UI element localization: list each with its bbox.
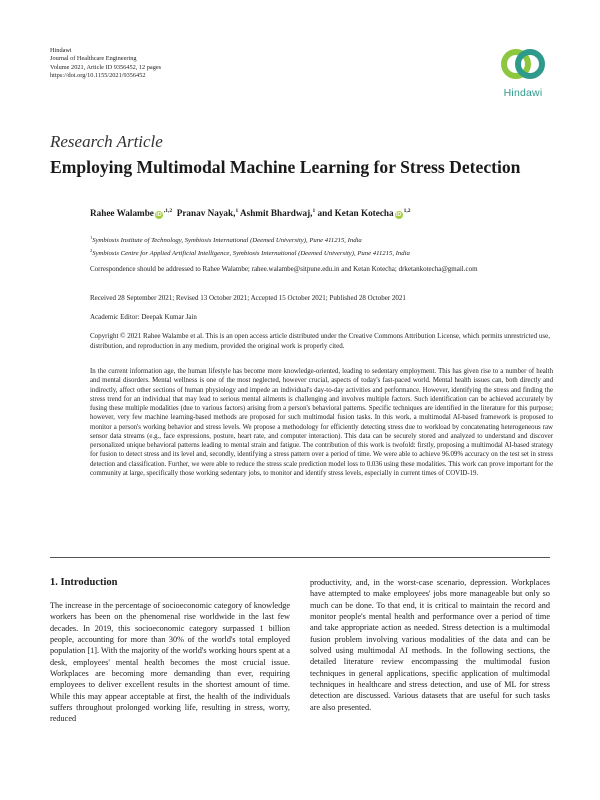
- body-paragraph: The increase in the percentage of socioeconomic category of knowledge workers has been on the phenomenal rise worldwide in the last few decades. In 2019, this socioeconomic category surpassed 1 billion people, accounting for more than 30% of the world's total employed population [1]. With the majority of the world's working hours spent at a desk, employees' mental health becomes the most crucial issue. Workplaces are becoming more demanding than ever, requiring employees to deliver excellent results in the shortest amount of time. While this may appear acceptable at first, the health of the individuals suffers throughout prolonged working life, resulting in stress, worry, reduced: [50, 601, 290, 724]
- author-affil-sup: 1,2: [403, 208, 411, 214]
- hindawi-logo-text: Hindawi: [503, 87, 543, 99]
- correspondence: Correspondence should be addressed to Rahee Walambe; rahee.walambe@sitpune.edu.in and Ketan Kotecha; drketankotecha@gmail.com: [90, 265, 478, 273]
- author-name: Pranav Nayak,: [176, 208, 236, 219]
- doi-link[interactable]: https://doi.org/10.1155/2021/9356452: [50, 72, 146, 80]
- publication-dates: Received 28 September 2021; Revised 13 October 2021; Accepted 15 October 2021; Published 28 October 2021: [90, 294, 406, 302]
- affiliations: [90, 233, 410, 259]
- affiliation-item: $^2$Symbiosis Centre for Applied Artificial Intelligence, Symbiosis International (Deemed University), Pune 411215, India: [90, 248, 410, 258]
- author-list: Rahee Walambe $iD^{,1,2}$ Pranav Nayak,$^1$ Ashmit Bhardwaj,$^1$ and Ketan Kotecha iD$^{1,2}$: [90, 208, 411, 219]
- abstract: In the current information age, the human lifestyle has become more knowledge-oriented, leading to sedentary employment. This has given rise to a number of health and mental disorders. Mental wellness is one of the most neglected, however crucial, aspects of today's fast-paced world. Mental health issues can, both directly and indirectly, affect other sections of human physiology and impede an individual's day-to-day activities and performance. However, identifying the stress and finding the stress trend for an individual that may lead to serious mental ailments is challenging and involves multiple factors. Such identification can be achieved accurately by fusing these multiple modalities (due to various factors) arising from a person's behavioral patterns. Specific techniques are identified in the literature for this purpose; however, very few machine learning-based methods are proposed for such multimodal fusion tasks. In this work, a multimodal AI-based framework is proposed to monitor a person's working behavior and stress levels. We propose a methodology for efficiently detecting stress due to workload by concatenating heterogeneous raw sensor data streams (e.g., face expressions, posture, heart rate, and computer interaction). This data can be securely stored and analyzed to understand and discover personalized unique behavioral patterns leading to mental strain and fatigue. The contribution of this work is twofold: firstly, proposing a multimodal AI-based strategy for fusion to detect stress and its level and, secondly, identifying a stress pattern over a period of time. We were able to achieve 96.09% accuracy on the test set in stress detection and classification. Further, we were able to reduce the stress scale prediction model loss to 0.036 using these modalities. This work can prove important for the community at large, specifically those working sedentary jobs, to monitor and identify stress levels, especially in current times of COVID-19.: [90, 368, 553, 477]
- body-column-left: [50, 600, 290, 725]
- body-column-right: [310, 577, 550, 713]
- section-heading: 1. Introduction: [50, 577, 118, 588]
- body-paragraph: productivity, and, in the worst-case scenario, depression. Workplaces have attempted to make employees' jobs more manageable but only so much can be done. To that end, it is critical to maintain the record and monitor people's mental health and performance over a period of time and take appropriate action as needed. Stress detection is a multimodal fusion problem involving various modalities of the data and can be solved using multimodal AI methods. In the following sections, the detailed literature review encompassing the multimodal fusion techniques in general applications, specific application of multimodal techniques in healthcare and stress detection, and use of ML for stress detection are discussed. Various datasets that are useful for such tasks are also presented.: [310, 578, 550, 712]
- affiliation-item: $^1$Symbiosis Institute of Technology, Symbiosis International (Deemed University), Pune 411215, India: [90, 235, 362, 245]
- author-name: Ashmit Bhardwaj,: [239, 208, 313, 219]
- academic-editor: Academic Editor: Deepak Kumar Jain: [90, 313, 197, 321]
- orcid-icon[interactable]: iD: [156, 212, 162, 219]
- page-title: Employing Multimodal Machine Learning for Stress Detection: [50, 157, 521, 177]
- author-affil-sup: 1: [312, 208, 316, 214]
- author-affil-sup: ,1,2: [163, 208, 173, 214]
- orcid-icon[interactable]: iD: [395, 212, 402, 219]
- divider: [50, 557, 550, 558]
- article-type: Research Article: [50, 132, 163, 151]
- copyright-notice: Copyright © 2021 Rahee Walambe et al. This is an open access article distributed under the Creative Commons Attribution License, which permits unrestricted use, distribution, and reproduction in any medium, provided the original work is properly cited.: [90, 332, 550, 350]
- author-affil-sup: 1: [235, 208, 239, 214]
- publisher-name: Hindawi: [50, 47, 72, 54]
- journal-meta: [50, 47, 161, 81]
- journal-name: Journal of Healthcare Engineering: [50, 55, 137, 63]
- volume-line: Volume 2021, Article ID 9356452, 12 pages: [50, 63, 162, 71]
- author-name: Rahee Walambe: [90, 208, 154, 219]
- hindawi-logo: [496, 44, 550, 99]
- hindawi-logo-icon: [496, 44, 550, 84]
- author-name: Ketan Kotecha: [334, 208, 394, 219]
